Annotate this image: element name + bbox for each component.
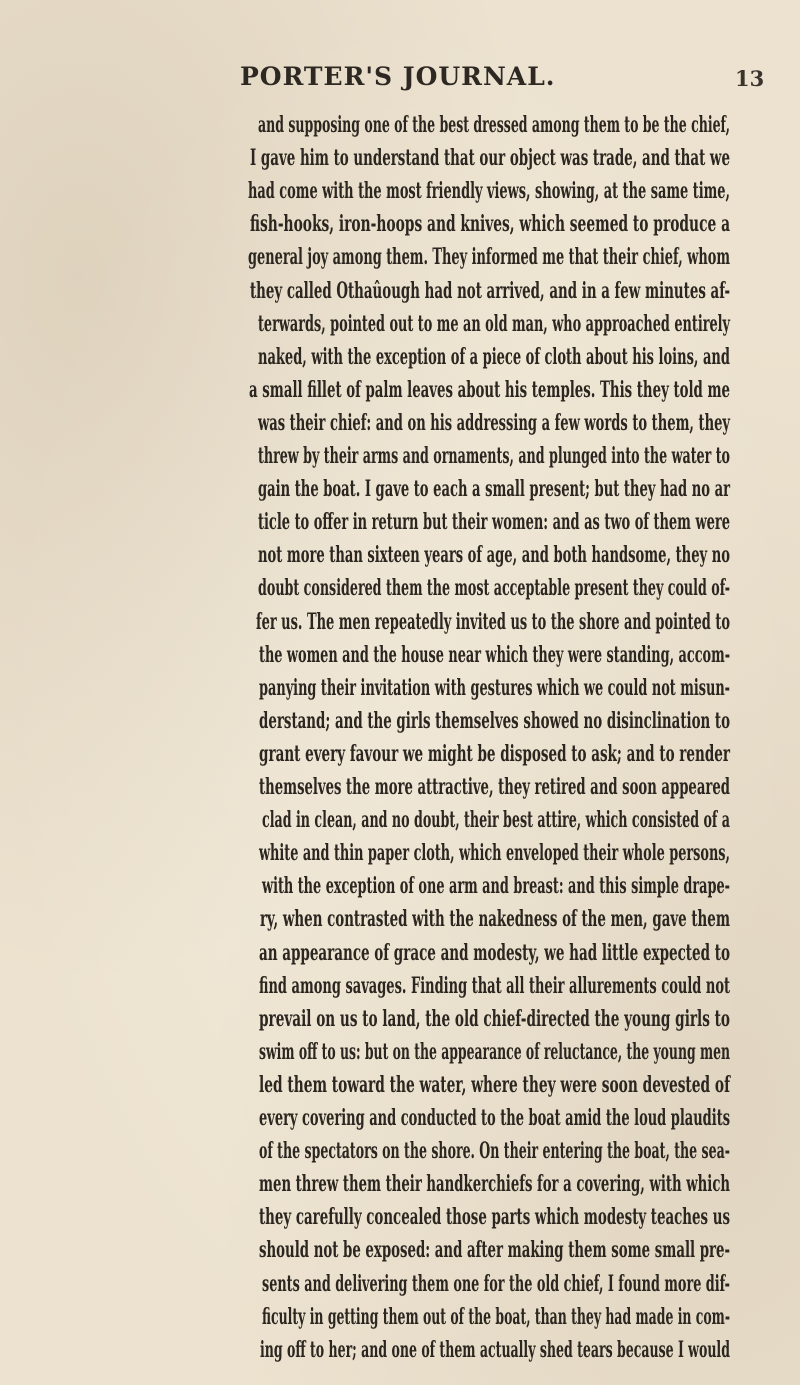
text-line: men threw them their handkerchiefs for a covering, with which [259, 1171, 731, 1198]
text-line: fish-hooks, iron-hoops and knives, which seemed to produce a [250, 211, 731, 238]
text-line: they called Othaûough had not arrived, and in a few minutes af- [250, 277, 731, 304]
text-line: every covering and conducted to the boat amid the loud plaudits [259, 1105, 731, 1131]
text-line: an appearance of grace and modesty, we had little expected to [259, 939, 730, 966]
text-line: the women and the house near which they were standing, accom- [259, 641, 731, 668]
text-line: with the exception of one arm and breast: and this simple drape- [262, 873, 731, 900]
text-line: of the spectators on the shore. On their entering the boat, the sea- [259, 1138, 730, 1165]
text-line: grant every favour we might be disposed to ask; and to render [259, 740, 731, 767]
text-line: led them toward the water, where they were soon devested of [259, 1071, 731, 1098]
text-line: had come with the most friendly views, showing, at the same time, [248, 178, 731, 205]
text-line: threw by their arms and ornaments, and plunged into the water to [258, 443, 731, 469]
text-line: I gave him to understand that our object was trade, and that we [250, 145, 730, 172]
text-line: find among savages. Finding that all their allurements could not [259, 972, 731, 999]
text-line: ry, when contrasted with the nakedness of the men, gave them [260, 906, 731, 933]
text-line: a small fillet of palm leaves about his temples. This they told me [249, 376, 731, 403]
text-line: naked, with the exception of a piece of cloth about his loins, and [258, 343, 730, 370]
text-line: they carefully concealed those parts which modesty teaches us [259, 1204, 730, 1231]
text-line: white and thin paper cloth, which enveloped their whole persons, [259, 840, 730, 867]
text-line: fer us. The men repeatedly invited us to the shore and pointed to [256, 608, 730, 635]
text-line: prevail on us to land, the old chief-directed the young girls to [259, 1005, 731, 1032]
text-line: sents and delivering them one for the old chief, I found more dif- [262, 1270, 730, 1297]
text-line: ticle to offer in return but their women: and as two of them were [258, 509, 731, 536]
text-line: doubt considered them the most acceptable present they could of- [258, 575, 730, 602]
page-number: 13 [735, 66, 765, 91]
text-line: should not be exposed: and after making them some small pre- [259, 1237, 730, 1264]
text-line: themselves the more attractive, they retired and soon appeared [259, 774, 730, 800]
text-line: and supposing one of the best dressed among them to be the chief, [258, 112, 731, 138]
text-line: swim off to us: but on the appearance of reluctance, the young men [259, 1038, 731, 1065]
text-line: not more than sixteen years of age, and both handsome, they no [258, 542, 730, 569]
text-line: terwards, pointed out to me an old man, who approached entirely [258, 310, 730, 337]
text-line: ing off to her; and one of them actually shed tears because I would [260, 1336, 730, 1363]
text-line: gain the boat. I gave to each a small present; but they had no ar [258, 476, 731, 503]
running-head: PORTER'S JOURNAL. [240, 62, 556, 91]
text-line: panying their invitation with gestures which we could not misun- [259, 674, 731, 701]
text-line: general joy among them. They informed me that their chief, whom [248, 244, 730, 271]
text-line: derstand; and the girls themselves showed no disinclination to [259, 707, 730, 734]
text-line: clad in clean, and no doubt, their best attire, which consisted of a [262, 807, 730, 834]
text-line: ficulty in getting them out of the boat, than they had made in com- [262, 1303, 731, 1330]
text-line: was their chief: and on his addressing a few words to them, they [258, 409, 731, 436]
